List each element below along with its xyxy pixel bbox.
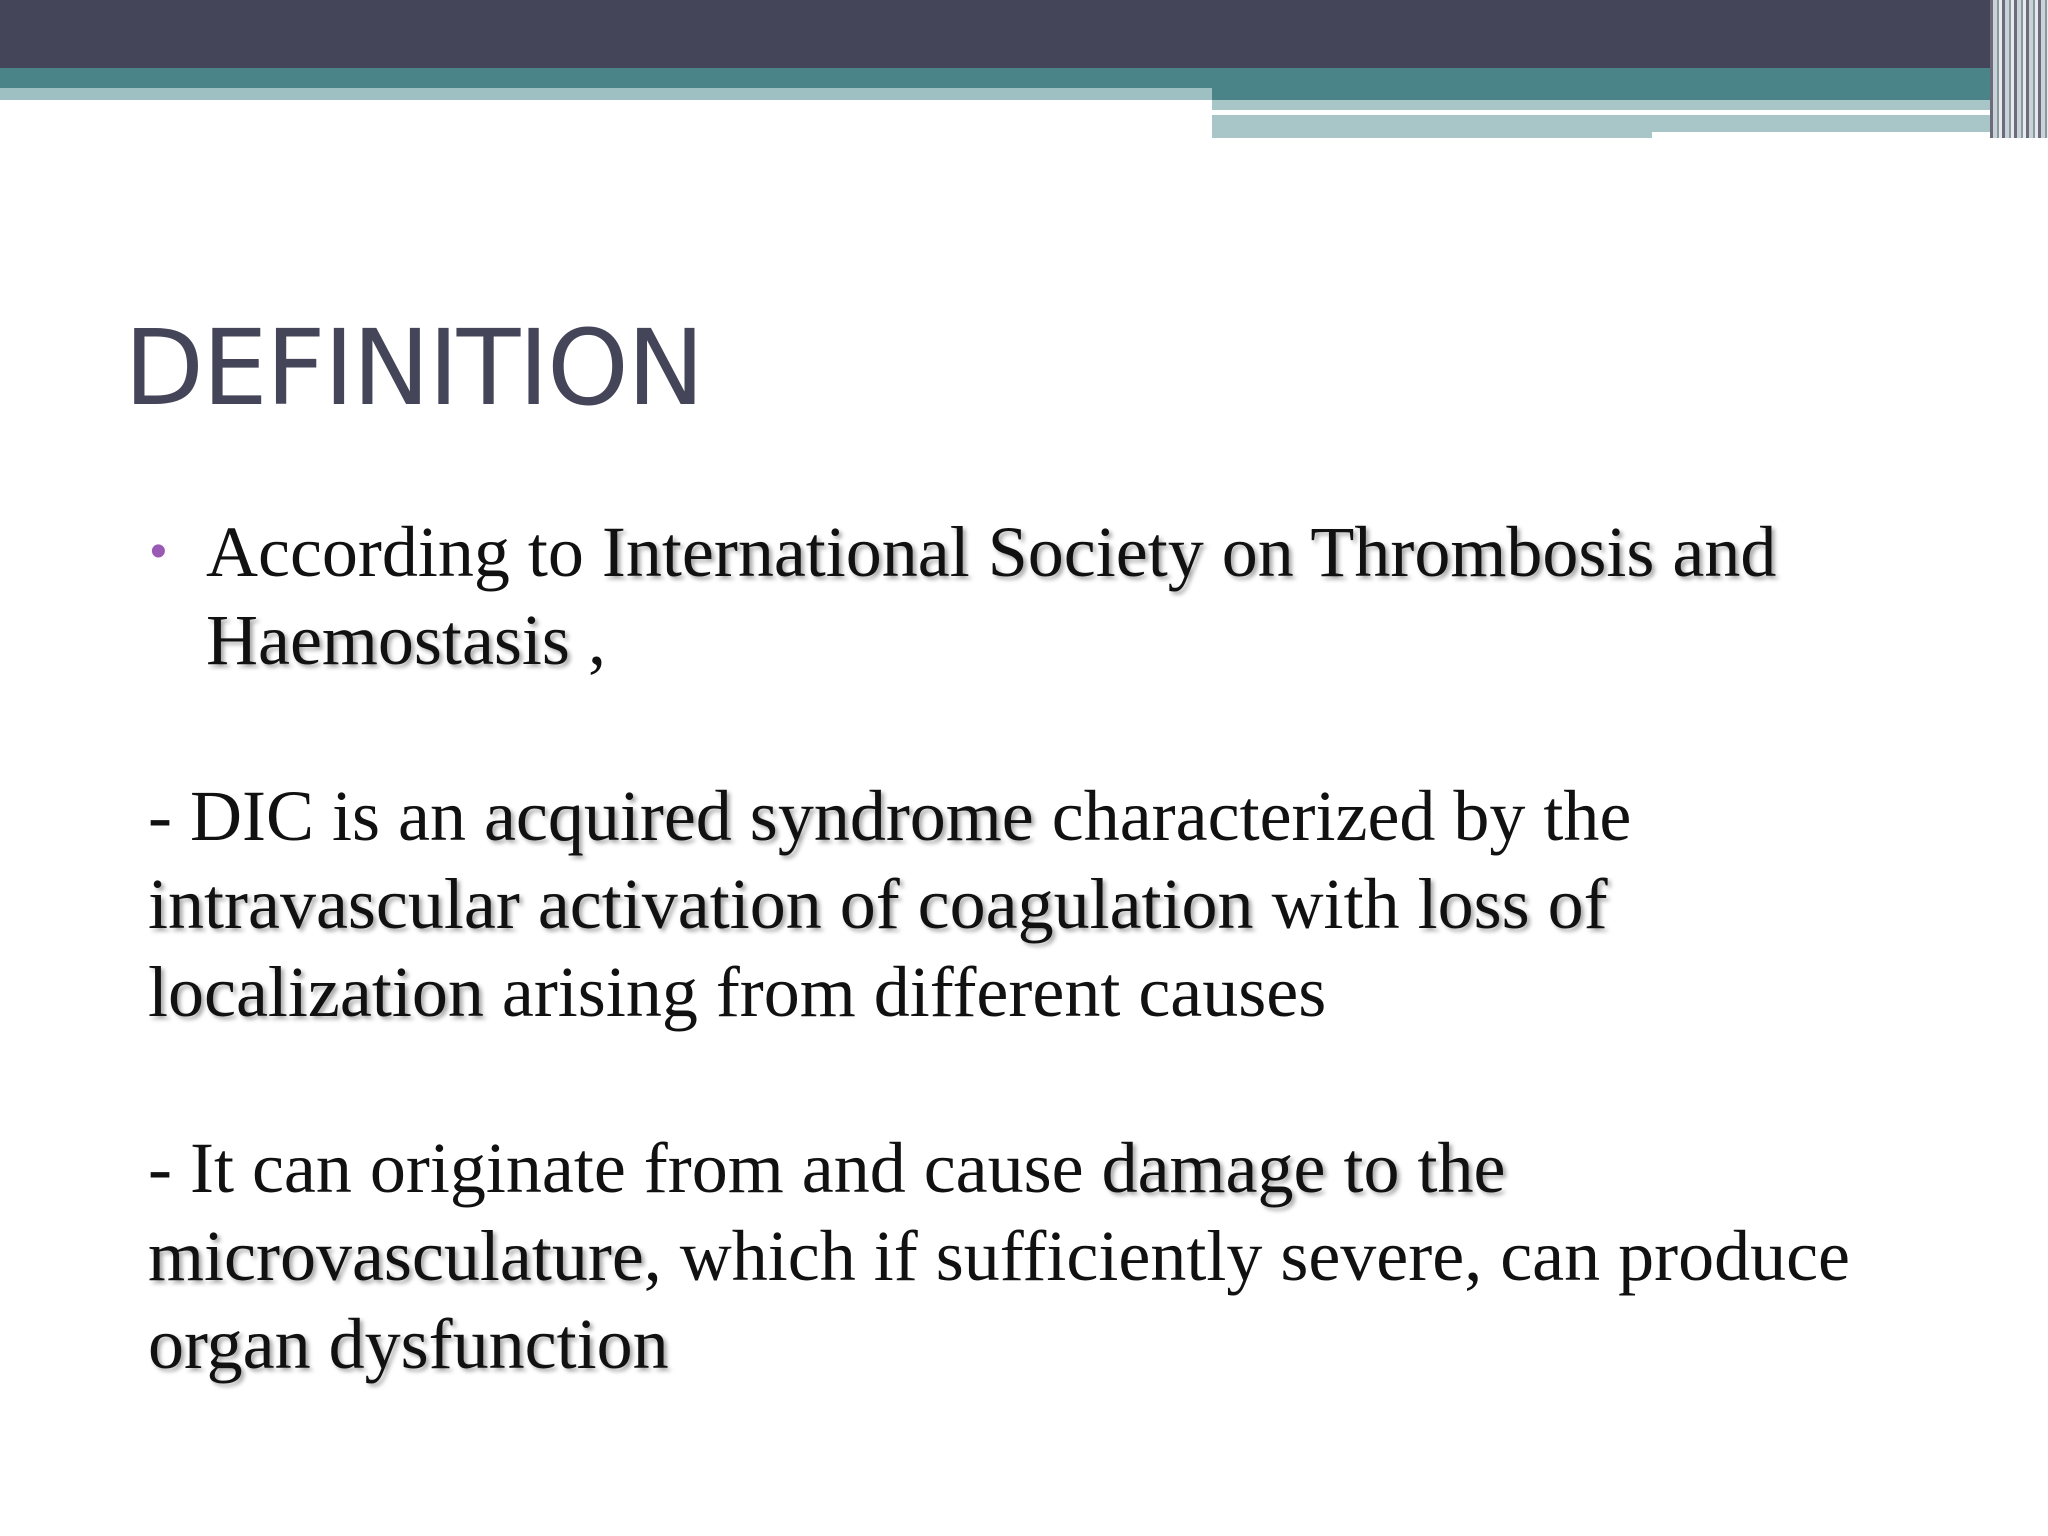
header-stripes [1990,0,2048,138]
header-band-right [1212,88,2048,100]
header-band-teal-light [0,88,1212,100]
bullet-item [148,508,1928,684]
para1-text-4: arising from different causes [483,952,1327,1032]
header-band-right-light [1212,100,2048,110]
bullet-suffix: , [569,600,606,680]
para2-highlight-2: organ dysfunction [148,1304,669,1384]
organization-name: International Society on Thrombosis and Haemostasis [206,512,1777,680]
para1-text-2: characterized by the [1033,776,1632,856]
para1-highlight-3: loss of localization [148,864,1608,1032]
definition-paragraph [148,772,1928,1036]
para1-text-3: with [1253,864,1418,944]
para1-highlight-1: acquired syndrome [483,776,1034,856]
para2-highlight-1: damage to the microvasculature [148,1128,1506,1296]
para1-highlight-2: intravascular activation of coagulation [148,864,1254,944]
origin-paragraph [148,1124,1928,1388]
header-band-teal [0,68,2048,88]
spacer [148,684,1928,772]
slide-body [148,508,1928,1388]
slide-title: DEFINITION [124,307,703,429]
para2-text-1: - It can originate from and cause [148,1128,1102,1208]
header-band-right-notch [1652,132,2048,138]
spacer [148,1036,1928,1124]
bullet-prefix: According to [206,512,602,592]
header-band-dark [0,0,2048,68]
para1-text-1: - DIC is an [148,776,484,856]
para2-text-2: , which if sufficiently severe, can produce [643,1216,1850,1296]
bullet-dot-icon: • [150,525,167,578]
